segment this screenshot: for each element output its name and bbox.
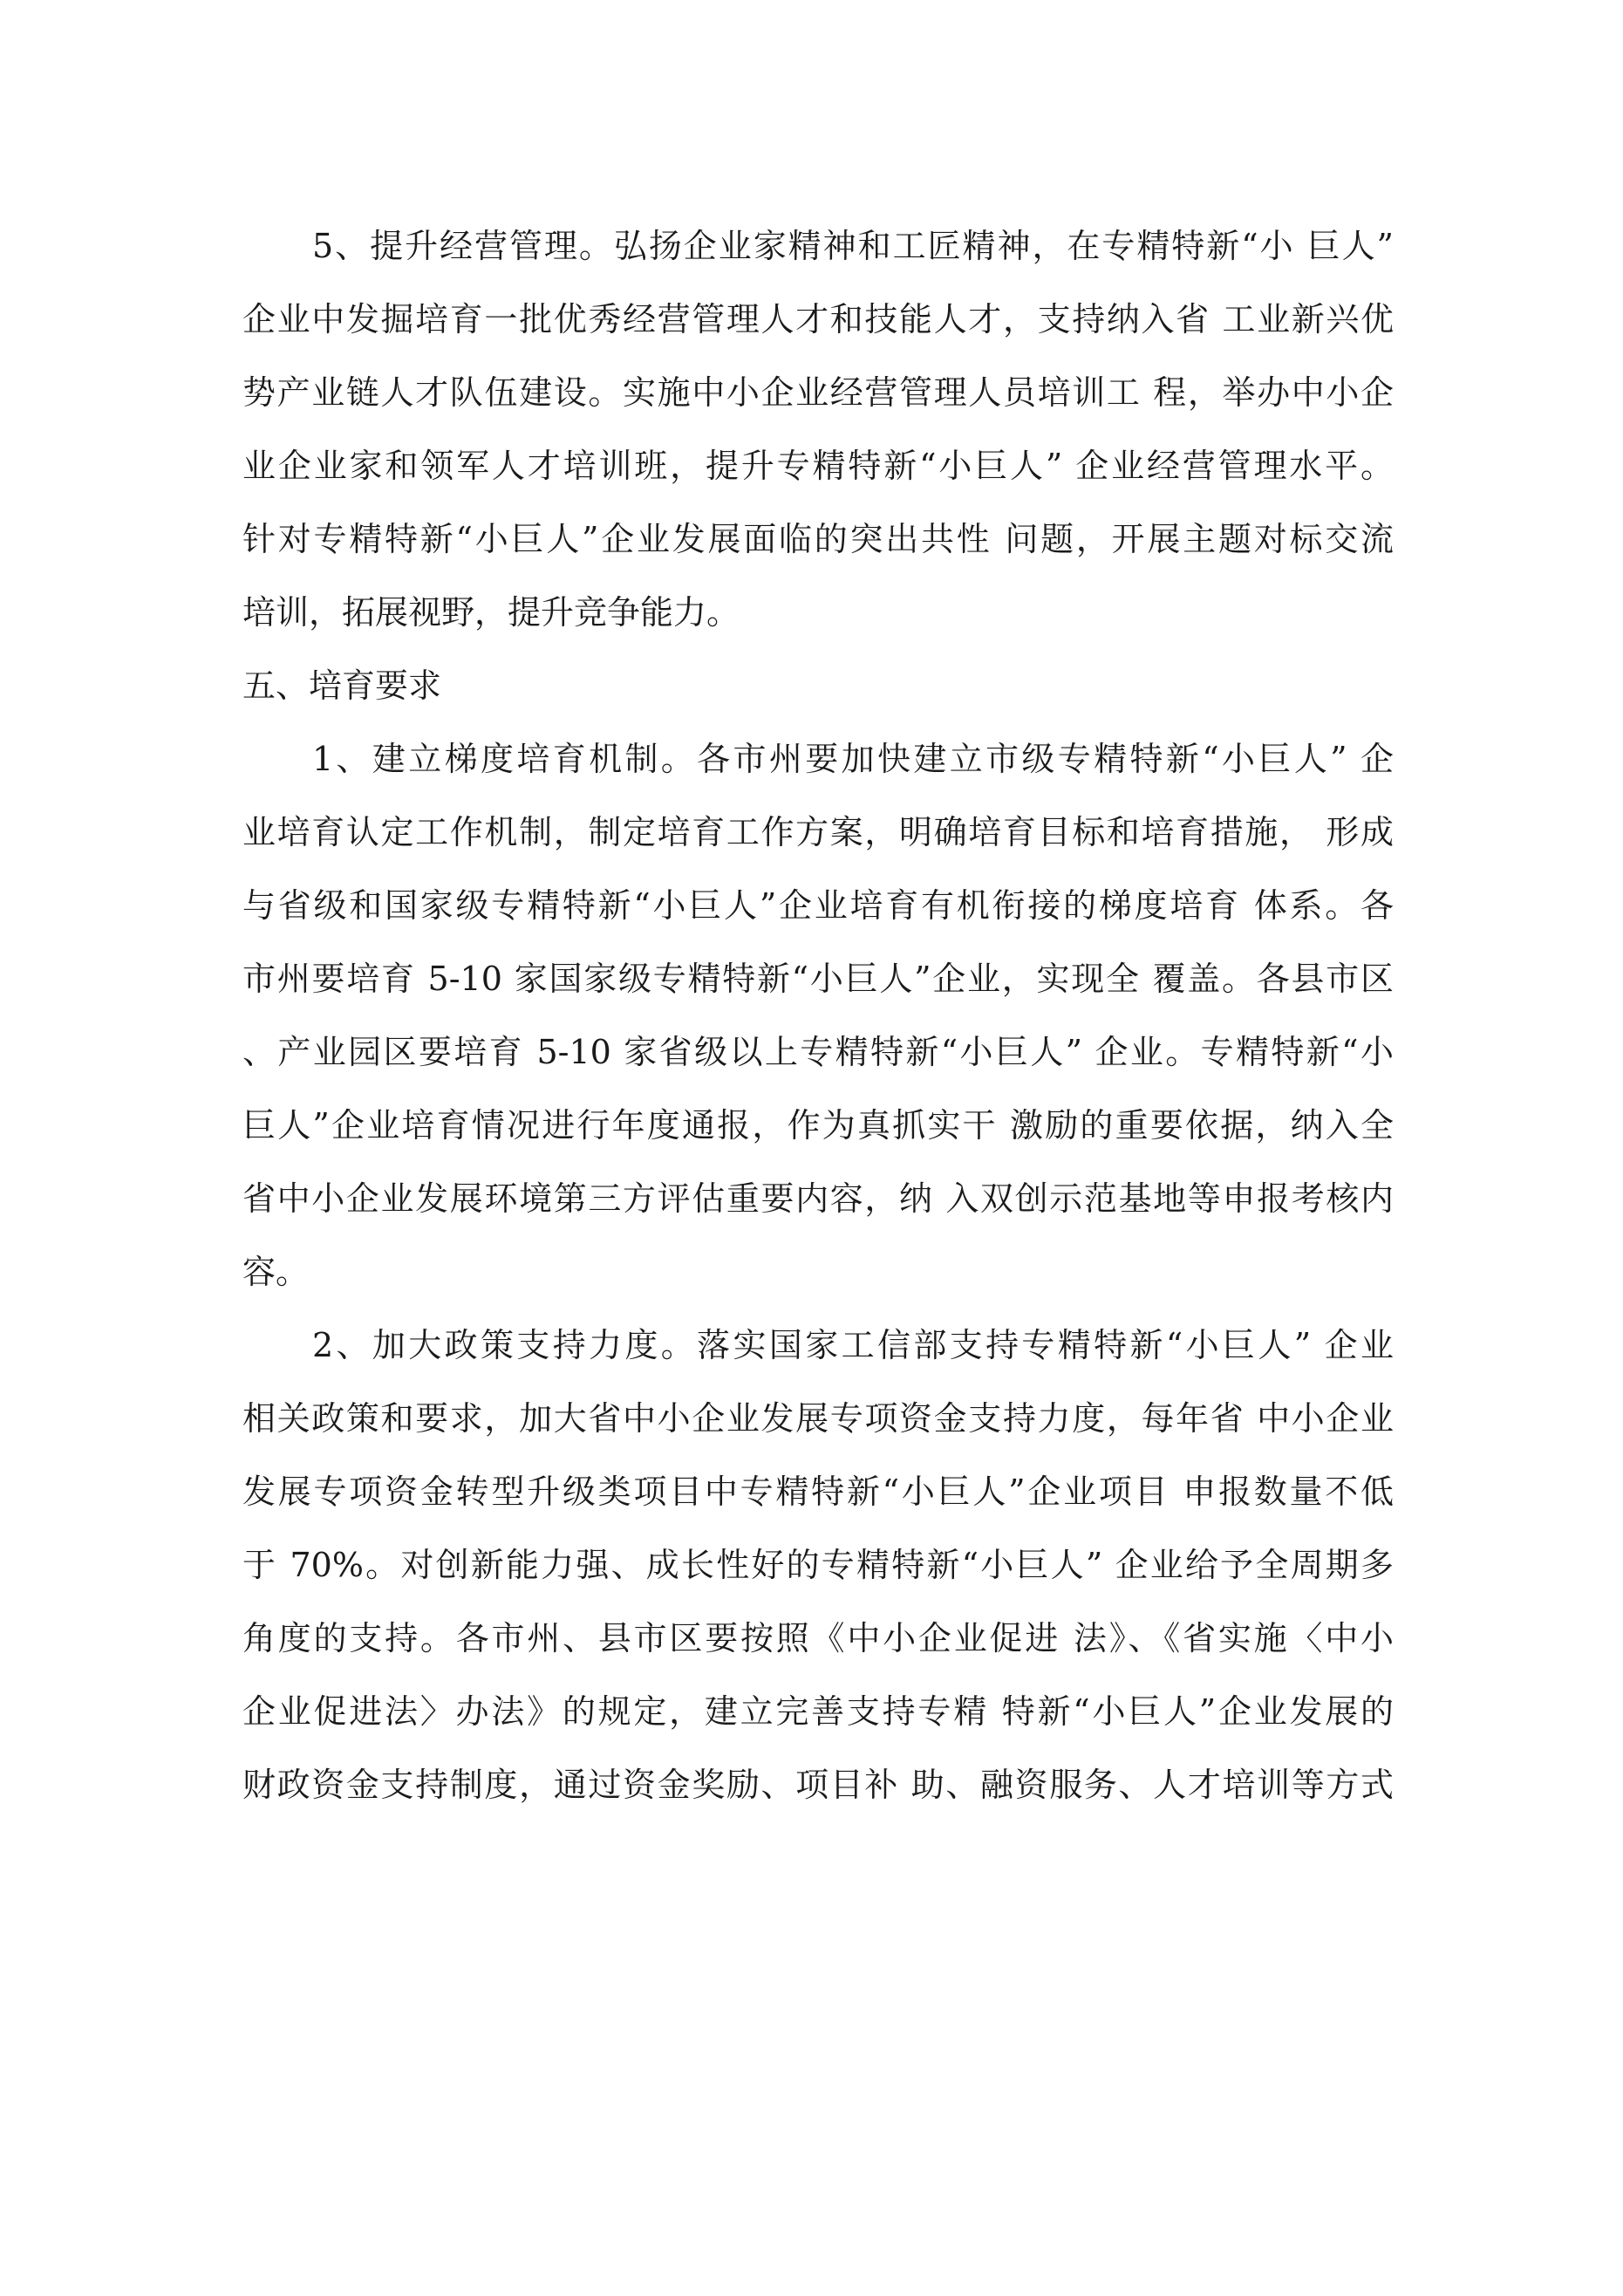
paragraph-line: 针对专精特新“小巨人”企业发展面临的突出共性 问题，开展主题对标交流 [242, 520, 1394, 558]
paragraph-line: 省中小企业发展环境第三方评估重要内容，纳 入双创示范基地等申报考核内 [242, 1179, 1394, 1218]
paragraph-line: 容。 [242, 1253, 310, 1291]
paragraph-line: 2、加大政策支持力度。落实国家工信部支持专精特新“小巨人” 企业 [312, 1326, 1394, 1364]
paragraph-line: 培训，拓展视野，提升竞争能力。 [242, 593, 740, 632]
section-heading: 五、培育要求 [242, 666, 442, 705]
paragraph-line: 财政资金支持制度，通过资金奖励、项目补 助、融资服务、人才培训等方式 [242, 1766, 1394, 1804]
paragraph-line: 巨人”企业培育情况进行年度通报，作为真抓实干 激励的重要依据，纳入全 [242, 1106, 1394, 1145]
paragraph-line: 5、提升经营管理。弘扬企业家精神和工匠精神，在专精特新“小 巨人” [312, 227, 1394, 265]
paragraph-line: 相关政策和要求，加大省中小企业发展专项资金支持力度，每年省 中小企业 [242, 1399, 1394, 1438]
paragraph-line: 业企业家和领军人才培训班，提升专精特新“小巨人” 企业经营管理水平。 [242, 447, 1394, 485]
paragraph-line: 发展专项资金转型升级类项目中专精特新“小巨人”企业项目 申报数量不低 [242, 1473, 1394, 1511]
paragraph-line: 于 70%。对创新能力强、成长性好的专精特新“小巨人” 企业给予全周期多 [242, 1546, 1394, 1584]
paragraph-line: 市州要培育 5-10 家国家级专精特新“小巨人”企业，实现全 覆盖。各县市区 [242, 960, 1394, 998]
paragraph-line: 1、建立梯度培育机制。各市州要加快建立市级专精特新“小巨人” 企 [312, 740, 1394, 778]
paragraph-line: 角度的支持。各市州、县市区要按照《中小企业促进 法》、《省实施〈中小 [242, 1619, 1394, 1657]
paragraph-line: 、产业园区要培育 5-10 家省级以上专精特新“小巨人” 企业。专精特新“小 [242, 1033, 1394, 1071]
paragraph-line: 与省级和国家级专精特新“小巨人”企业培育有机衔接的梯度培育 体系。各 [242, 886, 1394, 925]
paragraph-line: 势产业链人才队伍建设。实施中小企业经营管理人员培训工 程，举办中小企 [242, 373, 1394, 412]
paragraph-line: 企业促进法〉办法》的规定，建立完善支持专精 特新“小巨人”企业发展的 [242, 1692, 1394, 1731]
paragraph-line: 业培育认定工作机制，制定培育工作方案，明确培育目标和培育措施， 形成 [242, 813, 1394, 851]
paragraph-line: 企业中发掘培育一批优秀经营管理人才和技能人才，支持纳入省 工业新兴优 [242, 300, 1394, 338]
